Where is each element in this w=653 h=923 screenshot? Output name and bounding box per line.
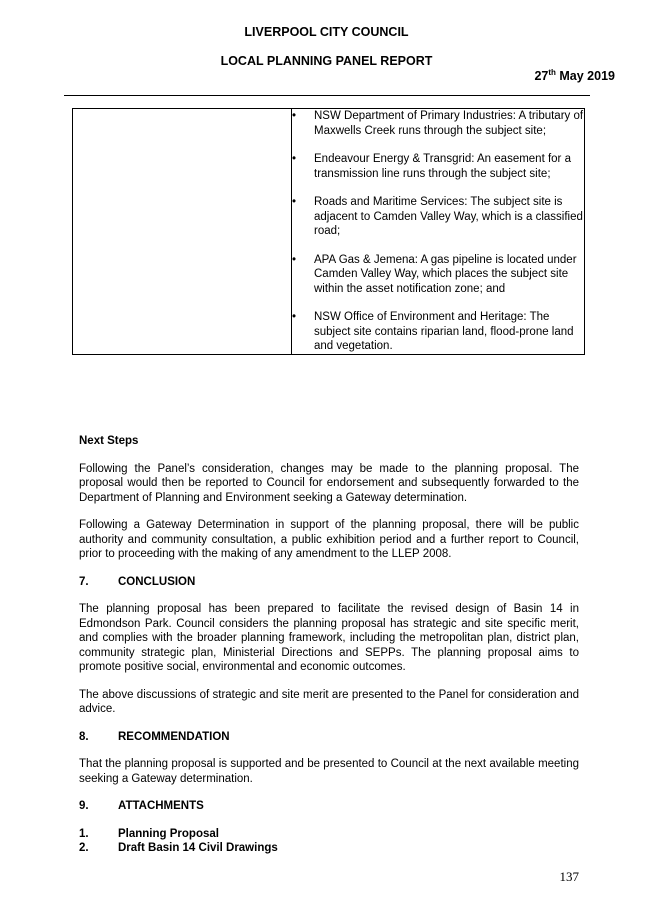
agency-bullet-list — [292, 109, 584, 354]
attachment-label: Draft Basin 14 Civil Drawings — [118, 842, 278, 854]
bullet-text: NSW Office of Environment and Heritage: The subject site contains riparian land, flood-prone land and vegetation. — [314, 311, 574, 352]
section-title: ATTACHMENTS — [118, 800, 204, 812]
recommendation-heading — [79, 730, 579, 745]
bullet-text: APA Gas & Jemena: A gas pipeline is located under Camden Valley Way, which places the subject site within the asset notification zone; and — [314, 253, 577, 295]
attachment-label: Planning Proposal — [118, 827, 219, 840]
consultation-table — [72, 108, 585, 355]
bullet-icon: • — [292, 110, 297, 122]
table-row — [73, 109, 585, 355]
conclusion-heading — [79, 575, 579, 590]
bullet-icon: • — [292, 196, 297, 208]
conclusion-paragraph-1: The planning proposal has been prepared to facilitate the revised design of Basin 14 in Edmondson Park. Council considers the planning proposal has strategic and site specific merit, and complies with the broader planning framework, including the metropolitan plan, district plan, community strategic plan, Ministerial Directions and SEPPs. The planning proposal aims to promote positive social, environmental and economic outcomes. — [79, 603, 579, 673]
section-number: 9. — [79, 800, 89, 812]
next-steps-paragraph-1: Following the Panel’s consideration, changes may be made to the planning proposal. The proposal would then be reported to Council for endorsement and subsequently forwarded to the Department of Planning and Environment seeking a Gateway determination. — [79, 462, 579, 504]
attachment-number: 2. — [79, 842, 89, 854]
bullet-icon: • — [292, 153, 297, 165]
date-suffix: th — [548, 68, 556, 77]
page-number: 137 — [559, 869, 579, 884]
attachment-item — [79, 827, 579, 842]
attachments-heading — [79, 799, 579, 814]
date-day: 27 — [534, 69, 549, 83]
section-title: RECOMMENDATION — [118, 730, 230, 743]
section-number: 8. — [79, 730, 89, 743]
council-title: LIVERPOOL CITY COUNCIL — [244, 25, 409, 39]
list-item — [292, 310, 584, 354]
section-number: 7. — [79, 575, 89, 588]
report-body — [79, 434, 579, 856]
report-date — [534, 69, 615, 83]
next-steps-paragraph-2: Following a Gateway Determination in support of the planning proposal, there will be public authority and community consultation, a public exhibition period and a further report to Council, prior to proceeding with the making of any amendment to the LLEP 2008. — [79, 519, 579, 560]
date-month-year: May 2019 — [555, 69, 615, 83]
recommendation-paragraph: That the planning proposal is supported and be presented to Council at the next available meeting seeking a Gateway determination. — [79, 758, 579, 785]
bullet-icon: • — [292, 311, 297, 323]
list-item — [292, 195, 584, 239]
header-divider — [64, 95, 590, 96]
bullet-text: NSW Department of Primary Industries: A tributary of Maxwells Creek runs through the subject site; — [314, 110, 584, 137]
conclusion-paragraph-2: The above discussions of strategic and site merit are presented to the Panel for consideration and advice. — [79, 688, 579, 715]
table-cell-empty — [73, 109, 292, 355]
list-item — [292, 109, 584, 138]
attachment-number: 1. — [79, 827, 89, 840]
bullet-text: Endeavour Energy & Transgrid: An easement for a transmission line runs through the subject site; — [314, 153, 571, 180]
report-title: LOCAL PLANNING PANEL REPORT — [220, 54, 433, 68]
table-cell-agencies — [292, 109, 585, 355]
list-item — [292, 152, 584, 181]
list-item — [292, 253, 584, 297]
bullet-icon: • — [292, 253, 297, 266]
section-title: CONCLUSION — [118, 575, 196, 588]
bullet-text: Roads and Maritime Services: The subject site is adjacent to Camden Valley Way, which is a classified road; — [314, 196, 583, 237]
attachment-item — [79, 841, 579, 856]
next-steps-heading: Next Steps — [79, 435, 139, 447]
